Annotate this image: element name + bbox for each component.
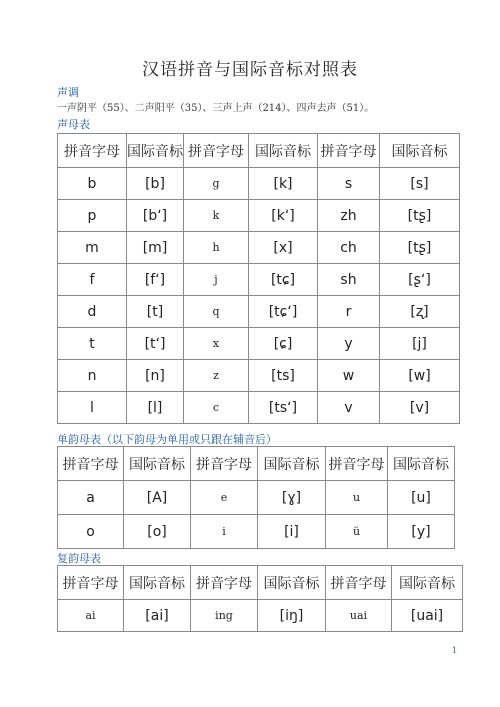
ipa-cell: [ts] (249, 360, 318, 392)
initials-table (57, 133, 460, 424)
ipa-cell: [t] (127, 296, 184, 328)
pinyin-cell: ai (58, 600, 124, 632)
pinyin-cell: ch (318, 232, 380, 264)
ipa-cell: [j] (380, 328, 460, 360)
column-header: 国际音标 (249, 134, 318, 168)
pinyin-cell: u (326, 481, 388, 515)
ipa-cell: [i] (258, 515, 326, 549)
ipa-cell: [x] (249, 232, 318, 264)
ipa-cell: [v] (380, 392, 460, 424)
pinyin-cell: zh (318, 200, 380, 232)
ipa-cell: [tʂ] (380, 200, 460, 232)
column-header: 国际音标 (258, 566, 326, 600)
pinyin-cell: r (318, 296, 380, 328)
column-header: 拼音字母 (191, 447, 258, 481)
ipa-cell: [fʻ] (127, 264, 184, 296)
table-row (58, 515, 455, 549)
pinyin-cell: c (184, 392, 249, 424)
ipa-cell: [iŋ] (258, 600, 326, 632)
ipa-cell: [ɕ] (249, 328, 318, 360)
ipa-cell: [tɕ] (249, 264, 318, 296)
column-header: 国际音标 (127, 134, 184, 168)
pinyin-cell: o (58, 515, 124, 549)
ipa-cell: [n] (127, 360, 184, 392)
ipa-cell: [uai] (392, 600, 463, 632)
ipa-cell: [l] (127, 392, 184, 424)
ipa-cell: [tsʻ] (249, 392, 318, 424)
ipa-cell: [w] (380, 360, 460, 392)
ipa-cell: [ɣ] (258, 481, 326, 515)
simple-finals-heading: 单韵母表（以下韵母为单用或只跟在辅音后） (57, 433, 277, 446)
table-row (58, 232, 460, 264)
ipa-cell: [u] (388, 481, 455, 515)
pinyin-cell: l (58, 392, 127, 424)
column-header: 拼音字母 (184, 134, 249, 168)
pinyin-cell: s (318, 168, 380, 200)
pinyin-cell: sh (318, 264, 380, 296)
pinyin-cell: ü (326, 515, 388, 549)
tones-description: 一声阴平（55）、二声阳平（35）、三声上声（214）、四声去声（51）。 (57, 103, 375, 114)
pinyin-cell: g (184, 168, 249, 200)
initials-heading: 声母表 (57, 118, 90, 131)
pinyin-cell: h (184, 232, 249, 264)
column-header: 国际音标 (258, 447, 326, 481)
table-row (58, 328, 460, 360)
pinyin-cell: t (58, 328, 127, 360)
pinyin-cell: y (318, 328, 380, 360)
table-row (58, 481, 455, 515)
ipa-cell: [bʻ] (127, 200, 184, 232)
column-header: 拼音字母 (58, 566, 124, 600)
page-title: 汉语拼音与国际音标对照表 (142, 60, 358, 80)
pinyin-cell: z (184, 360, 249, 392)
pinyin-cell: k (184, 200, 249, 232)
ipa-cell: [kʻ] (249, 200, 318, 232)
pinyin-cell: p (58, 200, 127, 232)
pinyin-cell: w (318, 360, 380, 392)
table-row (58, 360, 460, 392)
table-row (58, 600, 463, 632)
simple-finals-table (57, 446, 455, 549)
ipa-cell: [tʂ] (380, 232, 460, 264)
column-header: 拼音字母 (318, 134, 380, 168)
pinyin-cell: a (58, 481, 124, 515)
pinyin-cell: d (58, 296, 127, 328)
page-number: 1 (451, 646, 457, 655)
ipa-cell: [ai] (124, 600, 191, 632)
column-header: 国际音标 (392, 566, 463, 600)
column-header: 国际音标 (124, 566, 191, 600)
pinyin-cell: f (58, 264, 127, 296)
table-row (58, 296, 460, 328)
table-row (58, 264, 460, 296)
ipa-cell: [ʐ] (380, 296, 460, 328)
pinyin-cell: b (58, 168, 127, 200)
table-row (58, 200, 460, 232)
pinyin-cell: m (58, 232, 127, 264)
ipa-cell: [k] (249, 168, 318, 200)
pinyin-cell: n (58, 360, 127, 392)
column-header: 拼音字母 (326, 566, 392, 600)
pinyin-cell: ing (191, 600, 258, 632)
table-header-row (58, 566, 463, 600)
pinyin-cell: x (184, 328, 249, 360)
pinyin-cell: uai (326, 600, 392, 632)
pinyin-cell: e (191, 481, 258, 515)
table-row (58, 168, 460, 200)
pinyin-cell: i (191, 515, 258, 549)
pinyin-cell: q (184, 296, 249, 328)
pinyin-cell: j (184, 264, 249, 296)
ipa-cell: [o] (124, 515, 191, 549)
ipa-cell: [b] (127, 168, 184, 200)
table-row (58, 392, 460, 424)
ipa-cell: [s] (380, 168, 460, 200)
ipa-cell: [y] (388, 515, 455, 549)
table-header-row (58, 447, 455, 481)
column-header: 拼音字母 (58, 134, 127, 168)
tones-heading: 声调 (57, 86, 79, 99)
ipa-cell: [m] (127, 232, 184, 264)
ipa-cell: [tʻ] (127, 328, 184, 360)
ipa-cell: [ʂʻ] (380, 264, 460, 296)
ipa-cell: [A] (124, 481, 191, 515)
column-header: 拼音字母 (191, 566, 258, 600)
column-header: 国际音标 (124, 447, 191, 481)
column-header: 国际音标 (380, 134, 460, 168)
table-header-row (58, 134, 460, 168)
pinyin-cell: v (318, 392, 380, 424)
compound-finals-table (57, 565, 463, 632)
ipa-cell: [tɕʻ] (249, 296, 318, 328)
column-header: 国际音标 (388, 447, 455, 481)
column-header: 拼音字母 (326, 447, 388, 481)
column-header: 拼音字母 (58, 447, 124, 481)
compound-finals-heading: 复韵母表 (57, 552, 101, 565)
